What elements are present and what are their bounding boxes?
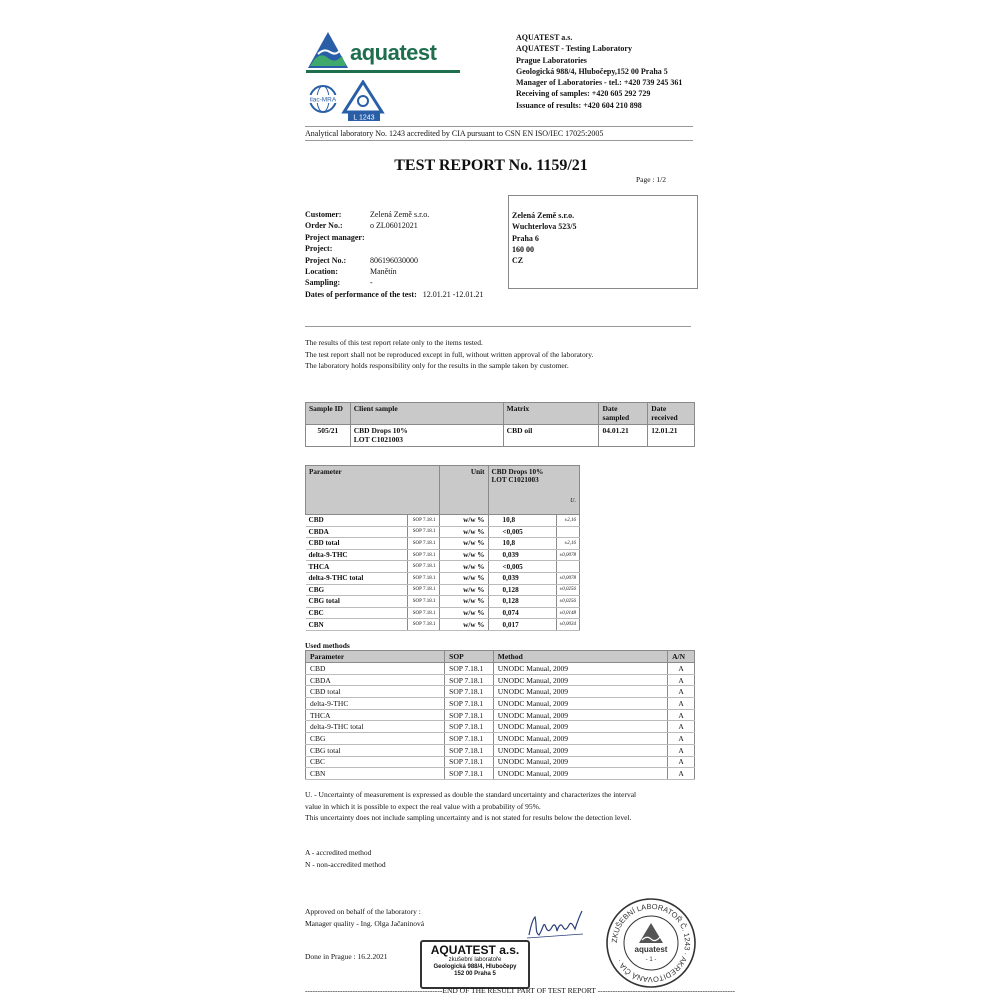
order-no-value: o ZL06012021 <box>370 221 418 231</box>
project-no-label: Project No.: <box>305 255 347 265</box>
signature <box>525 905 587 945</box>
result-sop: SOP 7.18.1 <box>407 561 439 573</box>
result-sop: SOP 7.18.1 <box>407 526 439 538</box>
method-sop: SOP 7.18.1 <box>445 709 494 721</box>
notice-line: The laboratory holds responsibility only for the results in the sample taken by customer. <box>305 361 569 370</box>
method-sop: SOP 7.18.1 <box>445 733 494 745</box>
result-unit: w/w % <box>439 538 488 550</box>
result-sop: SOP 7.18.1 <box>407 572 439 584</box>
result-parameter: CBDA <box>306 526 408 538</box>
table-row <box>306 674 695 686</box>
method-an: A <box>668 674 695 686</box>
result-parameter: THCA <box>306 561 408 573</box>
used-methods-title: Used methods <box>305 641 350 650</box>
method-an: A <box>668 721 695 733</box>
methods-table <box>305 650 695 780</box>
legend-line: A - accredited method <box>305 848 372 857</box>
result-unit: w/w % <box>439 549 488 561</box>
result-uncertainty: ±0,0078 <box>556 572 580 584</box>
result-value: 0,128 <box>488 596 556 608</box>
notice-block <box>305 337 593 372</box>
result-sop: SOP 7.18.1 <box>407 619 439 631</box>
customer-block <box>305 209 483 300</box>
result-uncertainty: ±0,0148 <box>556 607 580 619</box>
result-uncertainty: ±2,16 <box>556 538 580 550</box>
method-parameter: CBN <box>306 768 445 780</box>
method-an: A <box>668 733 695 745</box>
client-sample-lot: LOT C1021003 <box>353 435 403 444</box>
stamp-title: AQUATEST a.s. <box>430 943 520 957</box>
col-method-parameter: Parameter <box>306 651 445 663</box>
result-uncertainty: ±0,0078 <box>556 549 580 561</box>
result-uncertainty <box>556 561 580 573</box>
col-matrix: Matrix <box>503 403 599 425</box>
table-row <box>306 425 695 447</box>
lab-info-line: Prague Laboratories <box>516 55 587 65</box>
result-unit: w/w % <box>439 515 488 527</box>
uncertainty-header: U. <box>570 498 576 504</box>
ilac-text: ilac-MRA <box>309 96 337 104</box>
method-an: A <box>668 698 695 710</box>
result-unit: w/w % <box>439 561 488 573</box>
result-uncertainty: ±2,16 <box>556 515 580 527</box>
method-sop: SOP 7.18.1 <box>445 721 494 733</box>
method-sop: SOP 7.18.1 <box>445 756 494 768</box>
method-legend <box>305 847 386 870</box>
accreditation-round-stamp <box>605 897 697 989</box>
result-sop: SOP 7.18.1 <box>407 584 439 596</box>
dates-label: Dates of performance of the test: <box>305 289 417 299</box>
approval-block <box>305 906 424 929</box>
result-value: 10,8 <box>488 538 556 550</box>
table-row <box>306 733 695 745</box>
result-parameter: CBC <box>306 607 408 619</box>
result-parameter: delta-9-THC total <box>306 572 408 584</box>
project-no-value: 806196030000 <box>370 255 418 265</box>
lab-number-text: L 1243 <box>353 114 375 122</box>
accreditation-divider <box>305 140 693 141</box>
date-sampled: 04.01.21 <box>599 425 648 447</box>
result-unit: w/w % <box>439 572 488 584</box>
location-value: Manětín <box>370 267 397 277</box>
result-value: <0,005 <box>488 526 556 538</box>
col-sample-name: CBD Drops 10% <box>491 468 544 476</box>
method-an: A <box>668 744 695 756</box>
method-name: UNODC Manual, 2009 <box>493 721 667 733</box>
page-indicator: Page : 1/2 <box>636 175 666 184</box>
logo-triangle-icon <box>306 30 350 70</box>
lab-info-line: Manager of Laboratories - tel.: +420 739 245 361 <box>516 78 683 88</box>
result-parameter: CBN <box>306 619 408 631</box>
method-sop: SOP 7.18.1 <box>445 674 494 686</box>
method-an: A <box>668 768 695 780</box>
method-name: UNODC Manual, 2009 <box>493 709 667 721</box>
method-parameter: delta-9-THC total <box>306 721 445 733</box>
result-parameter: CBG total <box>306 596 408 608</box>
table-row <box>306 709 695 721</box>
method-parameter: CBD total <box>306 686 445 698</box>
col-unit: Unit <box>439 466 488 515</box>
result-unit: w/w % <box>439 619 488 631</box>
method-name: UNODC Manual, 2009 <box>493 744 667 756</box>
table-row <box>306 584 580 596</box>
address-line: Wuchterlova 523/5 <box>512 222 577 232</box>
header-divider <box>305 126 693 127</box>
result-parameter: CBD total <box>306 538 408 550</box>
stamp-ring-textpath: ZKUŠEBNÍ LABORATOŘ Č. 1243 · AKREDITOVANÁ ČIA · <box>609 901 693 985</box>
table-row <box>306 698 695 710</box>
col-date-received: Date received <box>648 403 695 425</box>
accreditation-badges <box>306 80 386 122</box>
result-sop: SOP 7.18.1 <box>407 549 439 561</box>
report-title: TEST REPORT No. 1159/21 <box>394 157 588 174</box>
method-parameter: CBDA <box>306 674 445 686</box>
method-name: UNODC Manual, 2009 <box>493 698 667 710</box>
sample-id: 505/21 <box>306 425 351 447</box>
lab-info <box>516 32 682 111</box>
method-name: UNODC Manual, 2009 <box>493 663 667 675</box>
method-an: A <box>668 663 695 675</box>
legend-line: N - non-accredited method <box>305 859 386 869</box>
col-client-sample: Client sample <box>350 403 503 425</box>
method-name: UNODC Manual, 2009 <box>493 674 667 686</box>
col-date-sampled: Date sampled <box>599 403 648 425</box>
customer-label: Customer: <box>305 210 342 219</box>
result-sop: SOP 7.18.1 <box>407 515 439 527</box>
end-of-results-line: -------------------------------------------------------END OF THE RESULT PART OF TEST REPORT ------------------------------------------------------- <box>305 986 735 995</box>
method-sop: SOP 7.18.1 <box>445 744 494 756</box>
company-stamp <box>420 940 530 989</box>
col-sample-lot: LOT C1021003 <box>491 476 539 484</box>
result-value: 10,8 <box>488 515 556 527</box>
table-row <box>306 549 580 561</box>
lab-info-line: Receiving of samples: +420 605 292 729 <box>516 89 651 99</box>
lab-info-line: Issuance of results: +420 604 210 898 <box>516 100 642 110</box>
approval-manager: Manager quality - Ing. Olga Jačaninová <box>305 918 425 928</box>
table-row <box>306 663 695 675</box>
address-line: Zelená Země s.r.o. <box>512 211 575 220</box>
lab-info-line: Geologická 988/4, Hlubočepy,152 00 Praha 5 <box>516 66 668 76</box>
method-an: A <box>668 709 695 721</box>
table-row <box>306 526 580 538</box>
matrix: CBD oil <box>503 425 599 447</box>
method-parameter: delta-9-THC <box>306 698 445 710</box>
result-unit: w/w % <box>439 596 488 608</box>
dates-value: 12.01.21 -12.01.21 <box>422 289 484 299</box>
client-sample <box>350 425 503 447</box>
stamp-line: Geologická 988/4, Hlubočepy <box>433 963 517 970</box>
address-line: CZ <box>512 256 524 266</box>
cia-triangle-icon <box>344 82 382 122</box>
result-value: 0,074 <box>488 607 556 619</box>
result-uncertainty: ±0,0256 <box>556 584 580 596</box>
result-uncertainty <box>556 526 580 538</box>
result-value: 0,039 <box>488 572 556 584</box>
table-row <box>306 607 580 619</box>
date-received: 12.01.21 <box>648 425 695 447</box>
address-box <box>508 195 698 289</box>
table-row <box>306 572 580 584</box>
result-sop: SOP 7.18.1 <box>407 607 439 619</box>
method-an: A <box>668 756 695 768</box>
method-an: A <box>668 686 695 698</box>
notice-line: The results of this test report relate only to the items tested. <box>305 338 483 347</box>
table-row <box>306 561 580 573</box>
table-row <box>306 721 695 733</box>
approval-line: Approved on behalf of the laboratory : <box>305 907 421 916</box>
method-sop: SOP 7.18.1 <box>445 698 494 710</box>
result-parameter: delta-9-THC <box>306 549 408 561</box>
note-line: This uncertainty does not include sampling uncertainty and is not stated for results below the detection level. <box>305 813 632 822</box>
col-sample <box>488 466 580 515</box>
customer-value: Zelená Země s.r.o. <box>370 210 430 219</box>
method-name: UNODC Manual, 2009 <box>493 756 667 768</box>
result-parameter: CBD <box>306 515 408 527</box>
address-line: 160 00 <box>512 244 534 254</box>
stamp-number: - 1 - <box>645 957 657 963</box>
col-an: A/N <box>668 651 695 663</box>
stamp-center-text: aquatest <box>634 945 668 954</box>
result-sop: SOP 7.18.1 <box>407 596 439 608</box>
results-table <box>305 465 580 631</box>
method-name: UNODC Manual, 2009 <box>493 768 667 780</box>
table-row <box>306 744 695 756</box>
method-sop: SOP 7.18.1 <box>445 768 494 780</box>
report-title-wrap <box>0 157 1000 175</box>
result-unit: w/w % <box>439 584 488 596</box>
result-value: 0,039 <box>488 549 556 561</box>
result-value: <0,005 <box>488 561 556 573</box>
table-row <box>306 686 695 698</box>
logo-text: aquatest <box>350 40 437 65</box>
table-row <box>306 538 580 550</box>
sampling-value: - <box>370 278 373 288</box>
result-unit: w/w % <box>439 607 488 619</box>
table-row <box>306 596 580 608</box>
method-parameter: CBG <box>306 733 445 745</box>
col-method: Method <box>493 651 667 663</box>
ilac-mra-icon <box>308 86 338 112</box>
note-line: U. - Uncertainty of measurement is expressed as double the standard uncertainty and characterizes the interval <box>305 790 637 799</box>
result-value: 0,017 <box>488 619 556 631</box>
table-row <box>306 768 695 780</box>
client-sample-name: CBD Drops 10% <box>353 426 408 435</box>
order-no-label: Order No.: <box>305 221 343 231</box>
table-row <box>306 619 580 631</box>
project-manager-label: Project manager: <box>305 232 365 242</box>
method-name: UNODC Manual, 2009 <box>493 733 667 745</box>
project-label: Project: <box>305 244 333 254</box>
method-parameter: CBD <box>306 663 445 675</box>
result-sop: SOP 7.18.1 <box>407 538 439 550</box>
table-row <box>306 756 695 768</box>
result-uncertainty: ±0,0256 <box>556 596 580 608</box>
result-unit: w/w % <box>439 526 488 538</box>
result-uncertainty: ±0,0034 <box>556 619 580 631</box>
col-sample-id: Sample ID <box>306 403 351 425</box>
done-in-prague: Done in Prague : 16.2.2021 <box>305 952 388 961</box>
method-sop: SOP 7.18.1 <box>445 686 494 698</box>
method-name: UNODC Manual, 2009 <box>493 686 667 698</box>
lab-info-line: AQUATEST a.s. <box>516 33 573 42</box>
location-label: Location: <box>305 267 338 277</box>
uncertainty-note <box>305 789 636 824</box>
sampling-label: Sampling: <box>305 278 341 288</box>
notice-divider <box>305 326 691 327</box>
table-row <box>306 515 580 527</box>
sample-table <box>305 402 695 447</box>
result-parameter: CBG <box>306 584 408 596</box>
col-parameter: Parameter <box>306 466 440 515</box>
method-parameter: CBG total <box>306 744 445 756</box>
method-sop: SOP 7.18.1 <box>445 663 494 675</box>
method-parameter: CBC <box>306 756 445 768</box>
col-method-sop: SOP <box>445 651 494 663</box>
stamp-line: zkušební laboratoře <box>448 957 502 963</box>
stamp-triangle-icon <box>639 923 663 943</box>
address-line: Praha 6 <box>512 233 539 243</box>
notice-line: The test report shall not be reproduced except in full, without written approval of the laboratory. <box>305 349 594 359</box>
method-parameter: THCA <box>306 709 445 721</box>
note-line: value in which it is possible to expect the real value with a probability of 95%. <box>305 801 541 811</box>
lab-info-line: AQUATEST - Testing Laboratory <box>516 44 632 54</box>
accreditation-line: Analytical laboratory No. 1243 accredited by CIA pursuant to CSN EN ISO/IEC 17025:2005 <box>305 129 604 138</box>
stamp-line: 152 00 Praha 5 <box>454 970 496 977</box>
result-value: 0,128 <box>488 584 556 596</box>
logo-underline <box>306 70 460 73</box>
